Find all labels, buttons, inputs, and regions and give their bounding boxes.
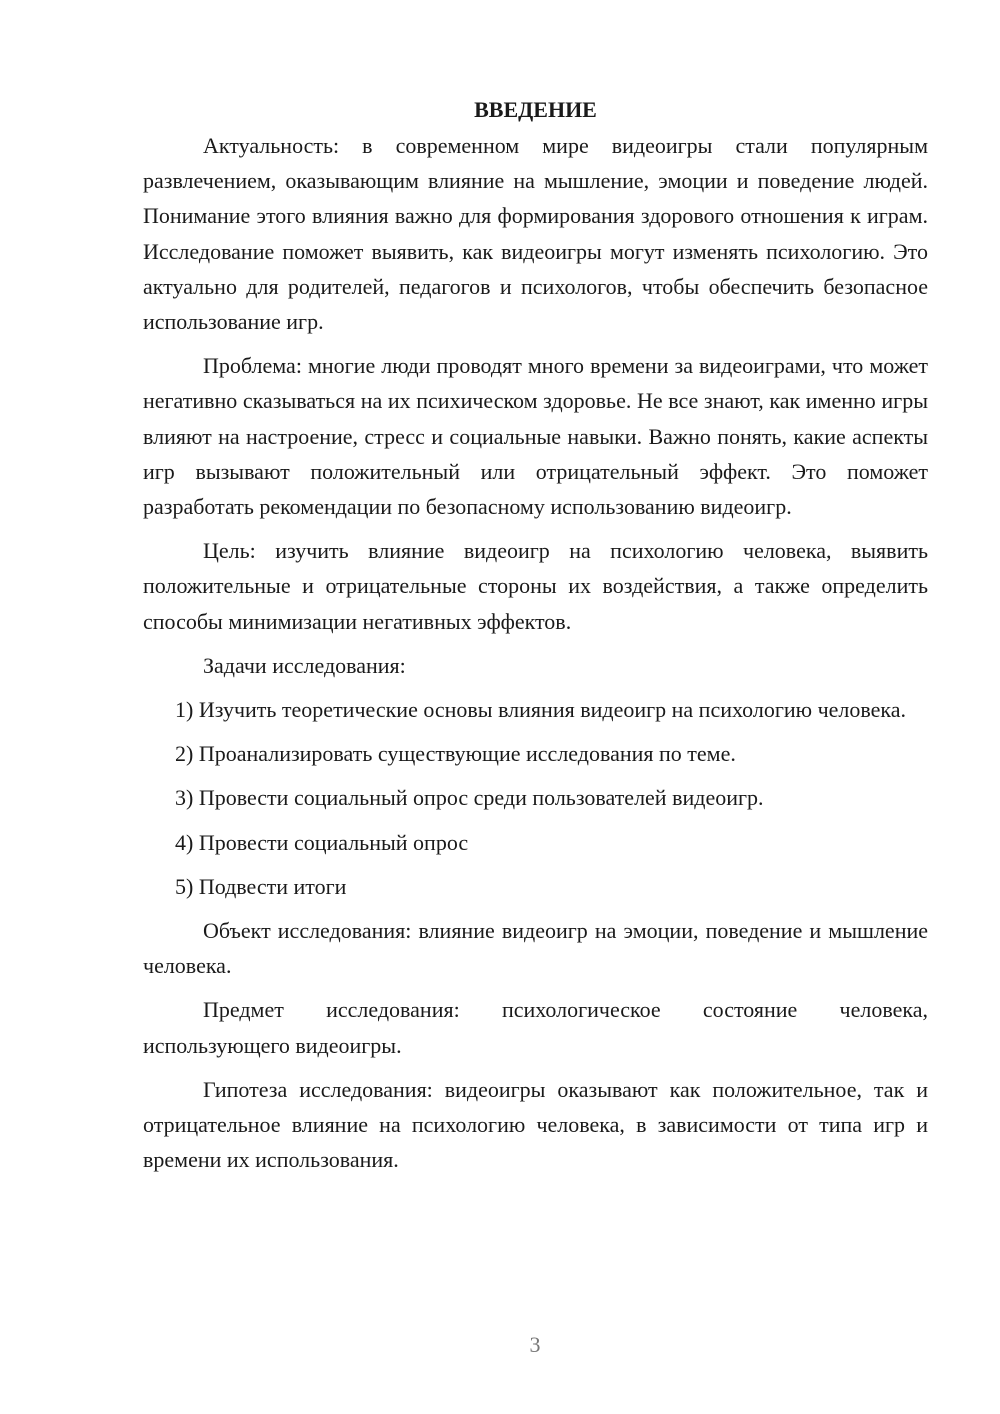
- task-item-5: 5) Подвести итоги: [175, 873, 347, 899]
- task-item-2: 2) Проанализировать существующие исследования по теме.: [175, 741, 736, 767]
- paragraph-relevance: Актуальность: в современном мире видеоигры стали популярным развлечением, оказывающим влияние на мышление, эмоции и поведение людей. Понимание этого влияния важно для формирования здорового отношения к играм. Исследование поможет выявить, как видеоигры могут изменять психологию. Это актуально для родителей, педагогов и психологов, чтобы обеспечить безопасное использование игр.: [143, 133, 928, 335]
- page-number: 3: [529, 1332, 541, 1357]
- section-title: ВВЕДЕНИЕ: [474, 97, 597, 122]
- document-page: [143, 92, 928, 1177]
- paragraph-problem: Проблема: многие люди проводят много времени за видеоиграми, что может негативно сказываться на их психическом здоровье. Не все знают, как именно игры влияют на настроение, стресс и социальные навыки. Важно понять, какие аспекты игр вызывают положительный или отрицательный эффект. Это поможет разработать рекомендации по безопасному использованию видеоигр.: [143, 353, 928, 520]
- paragraph-object: Объект исследования: влияние видеоигр на эмоции, поведение и мышление человека.: [143, 918, 928, 979]
- task-item-3: 3) Провести социальный опрос среди пользователей видеоигр.: [175, 785, 764, 811]
- tasks-heading: Задачи исследования:: [203, 652, 406, 678]
- paragraph-subject: Предмет исследования: психологическое состояние человека, использующего видеоигры.: [143, 997, 928, 1058]
- task-item-4: 4) Провести социальный опрос: [175, 829, 469, 855]
- task-item-1: 1) Изучить теоретические основы влияния видеоигр на психологию человека.: [175, 697, 907, 723]
- paragraph-hypothesis: Гипотеза исследования: видеоигры оказывают как положительное, так и отрицательное влияние на психологию человека, в зависимости от типа игр и времени их использования.: [143, 1076, 928, 1173]
- paragraph-goal: Цель: изучить влияние видеоигр на психологию человека, выявить положительные и отрицательные стороны их воздействия, а также определить способы минимизации негативных эффектов.: [143, 538, 928, 634]
